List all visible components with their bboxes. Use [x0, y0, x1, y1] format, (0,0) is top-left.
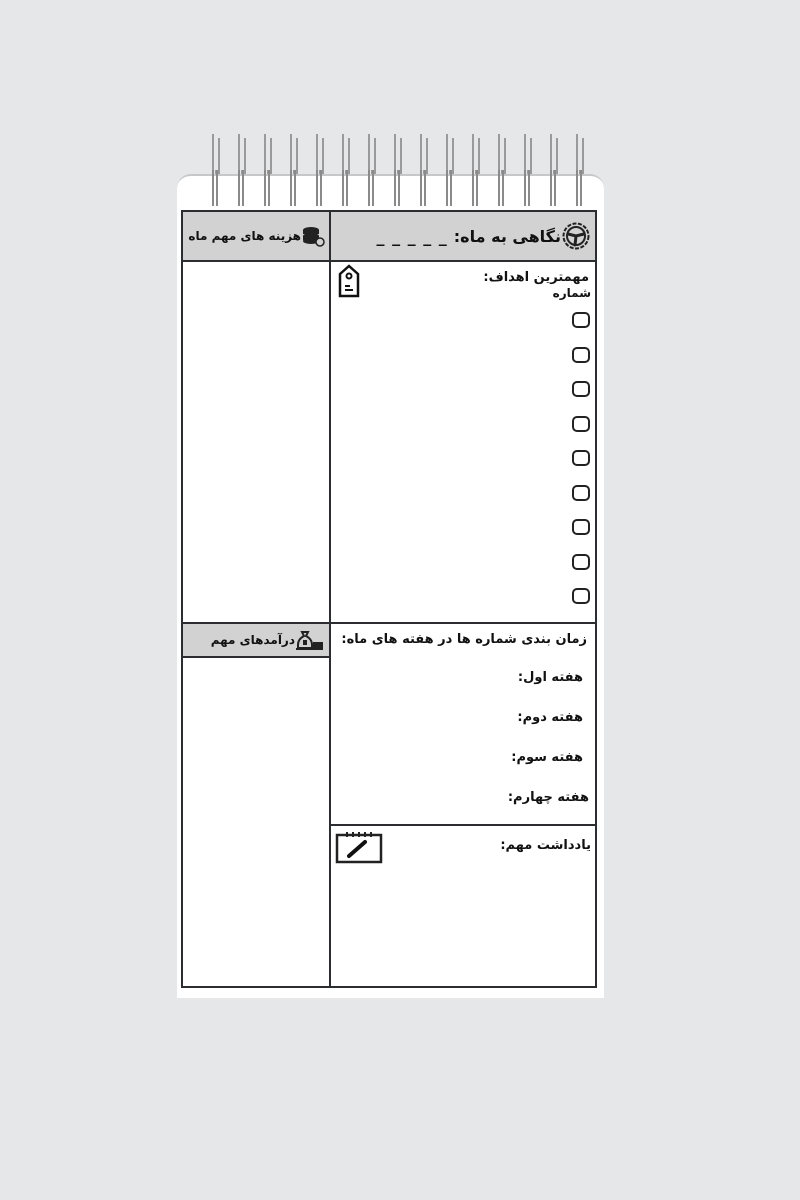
- goal-checkbox-3[interactable]: [572, 381, 590, 397]
- tag-icon: [338, 264, 360, 298]
- schedule-divider: [331, 824, 595, 826]
- goal-checkbox-7[interactable]: [572, 519, 590, 535]
- goal-checkbox-4[interactable]: [572, 416, 590, 432]
- coins-stack-icon: [301, 225, 325, 247]
- week-1-label: هفته اول:: [517, 670, 583, 685]
- spiral-rings-front-icon: [177, 170, 604, 210]
- income-header-label: درآمدهای مهم: [210, 633, 295, 647]
- month-title: نگاهی به ماه:: [453, 226, 561, 246]
- goal-checkbox-8[interactable]: [572, 554, 590, 570]
- goal-checkbox-2[interactable]: [572, 347, 590, 363]
- schedule-label: زمان بندی شماره ها در هفته های ماه:: [341, 632, 587, 647]
- goal-checkbox-9[interactable]: [572, 588, 590, 604]
- month-blank[interactable]: _ _ _ _ _: [376, 226, 448, 246]
- month-header: [331, 212, 595, 262]
- goal-checkbox-6[interactable]: [572, 485, 590, 501]
- goal-checkbox-1[interactable]: [572, 312, 590, 328]
- steering-wheel-icon: [561, 221, 591, 251]
- week-4-label: هفته چهارم:: [507, 790, 589, 805]
- planner-notebook: [177, 130, 604, 998]
- column-divider: [329, 212, 331, 986]
- expenses-header: [183, 212, 329, 262]
- week-3-label: هفته سوم:: [511, 750, 583, 765]
- notes-label: یادداشت مهم:: [500, 838, 591, 853]
- goals-label: مهمترین اهداف:: [483, 270, 589, 285]
- goal-number-label: شماره: [552, 286, 591, 300]
- notepad-pencil-icon: [335, 830, 383, 864]
- goal-checkbox-5[interactable]: [572, 450, 590, 466]
- money-bag-icon: [295, 629, 325, 651]
- planner-sheet: [177, 206, 604, 998]
- planner-frame: [181, 210, 597, 988]
- income-header: [183, 622, 329, 658]
- week-2-label: هفته دوم:: [517, 710, 583, 725]
- goals-divider: [331, 622, 595, 624]
- expenses-header-label: هزینه های مهم ماه: [188, 229, 301, 243]
